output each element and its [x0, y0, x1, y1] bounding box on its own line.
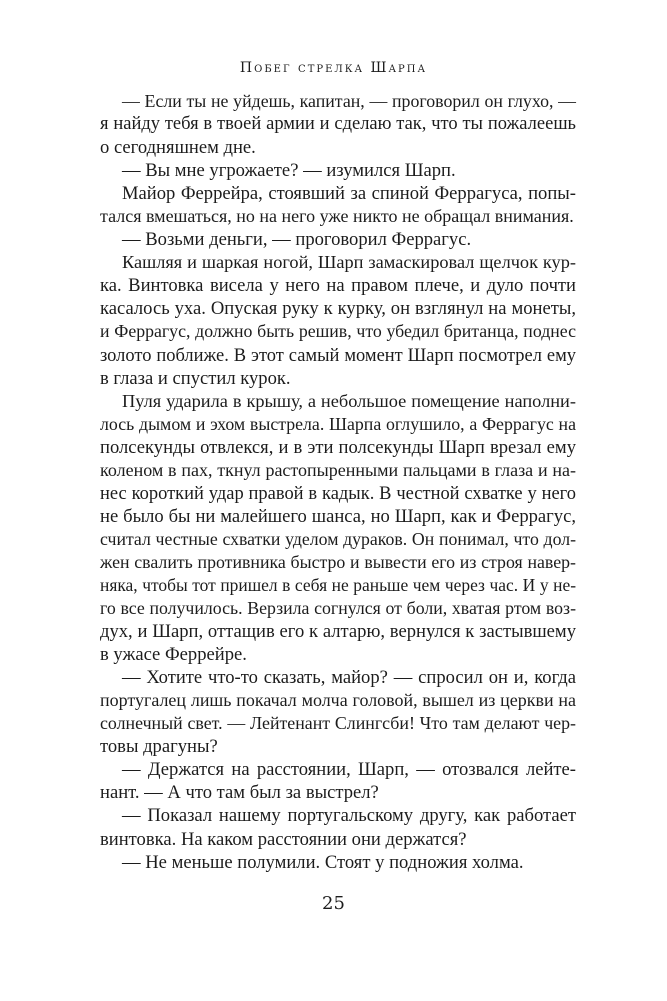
text-line: Пуля ударила в крышу, а небольшое помещение наполни- — [122, 390, 576, 411]
text-line: Майор Феррейра, стоявший за спиной Феррагуса, попы- — [122, 183, 576, 205]
text-line: не было бы ни малейшего шанса, но Шарп, как и Феррагус, — [100, 505, 576, 527]
text-line: солнечный свет. — Лейтенант Слингсби! Что там делают чер- — [100, 713, 576, 734]
text-line: нант. — А что там был за выстрел? — [100, 782, 379, 804]
text-line: ка. Винтовка висела у него на правом плече, и дуло почти — [100, 275, 576, 297]
text-line: португалец лишь покачал молча головой, вышел из церкви на — [100, 690, 576, 711]
text-line: — Возьми деньги, — проговорил Феррагус. — [122, 229, 472, 251]
text-line: няка, чтобы тот пришел в себя не раньше чем через час. И у не- — [100, 574, 576, 595]
text-line: Кашляя и шаркая ногой, Шарп замаскировал щелчок кур- — [122, 252, 576, 273]
text-line: — Показал нашему португальскому другу, как работает — [122, 805, 576, 827]
text-line: считал честные схватки уделом дураков. Он понимал, что дол- — [100, 528, 576, 549]
text-line: коленом в пах, ткнул растопыренными пальцами в глаза и на- — [100, 459, 576, 480]
text-line: нес короткий удар правой в кадык. В честной схватке у него — [100, 482, 576, 503]
text-line: жен свалить противника быстро и вывести его из строя навер- — [100, 551, 576, 572]
text-line: о сегодняшнем дне. — [100, 137, 256, 159]
text-line: тался вмешаться, но на него уже никто не обращал внимания. — [100, 206, 574, 227]
text-line: полсекунды отвлекся, и в эти полсекунды Шарп врезал ему — [100, 436, 576, 458]
text-line: касалось уха. Опуская руку к курку, он взглянул на монеты, — [100, 298, 576, 320]
text-line: — Держатся на расстоянии, Шарп, — отозвался лейте- — [122, 759, 576, 781]
text-line: товы драгуны? — [100, 736, 218, 758]
text-line: — Вы мне угрожаете? — изумился Шарп. — [122, 160, 456, 182]
text-line: в ужасе Феррейре. — [100, 644, 247, 666]
text-line: — Не меньше полумили. Стоят у подножия холма. — [122, 851, 524, 873]
running-head: Побег стрелка Шарпа — [239, 60, 428, 76]
text-line: в глаза и спустил курок. — [100, 367, 291, 389]
text-line: золото поближе. В этот самый момент Шарп посмотрел ему — [100, 344, 576, 365]
text-line: и Феррагус, должно быть решив, что убедил британца, поднес — [100, 321, 576, 342]
text-line: — Если ты не уйдешь, капитан, — проговорил он глухо, — — [122, 91, 576, 111]
body-text — [100, 90, 576, 874]
text-line: лось дымом и эхом выстрела. Шарпа оглушило, а Феррагус на — [100, 413, 576, 434]
text-line: винтовка. На каком расстоянии они держатся? — [100, 828, 467, 850]
text-line: го все получилось. Верзила согнулся от боли, хватая ртом воз- — [100, 598, 576, 619]
text-line: дух, и Шарп, оттащив его к алтарю, вернулся к застывшему — [100, 621, 576, 643]
text-line: — Хотите что-то сказать, майор? — спросил он и, когда — [122, 667, 576, 689]
text-line: я найду тебя в твоей армии и сделаю так, что ты пожалеешь — [100, 114, 576, 135]
page-number: 25 — [322, 893, 345, 914]
